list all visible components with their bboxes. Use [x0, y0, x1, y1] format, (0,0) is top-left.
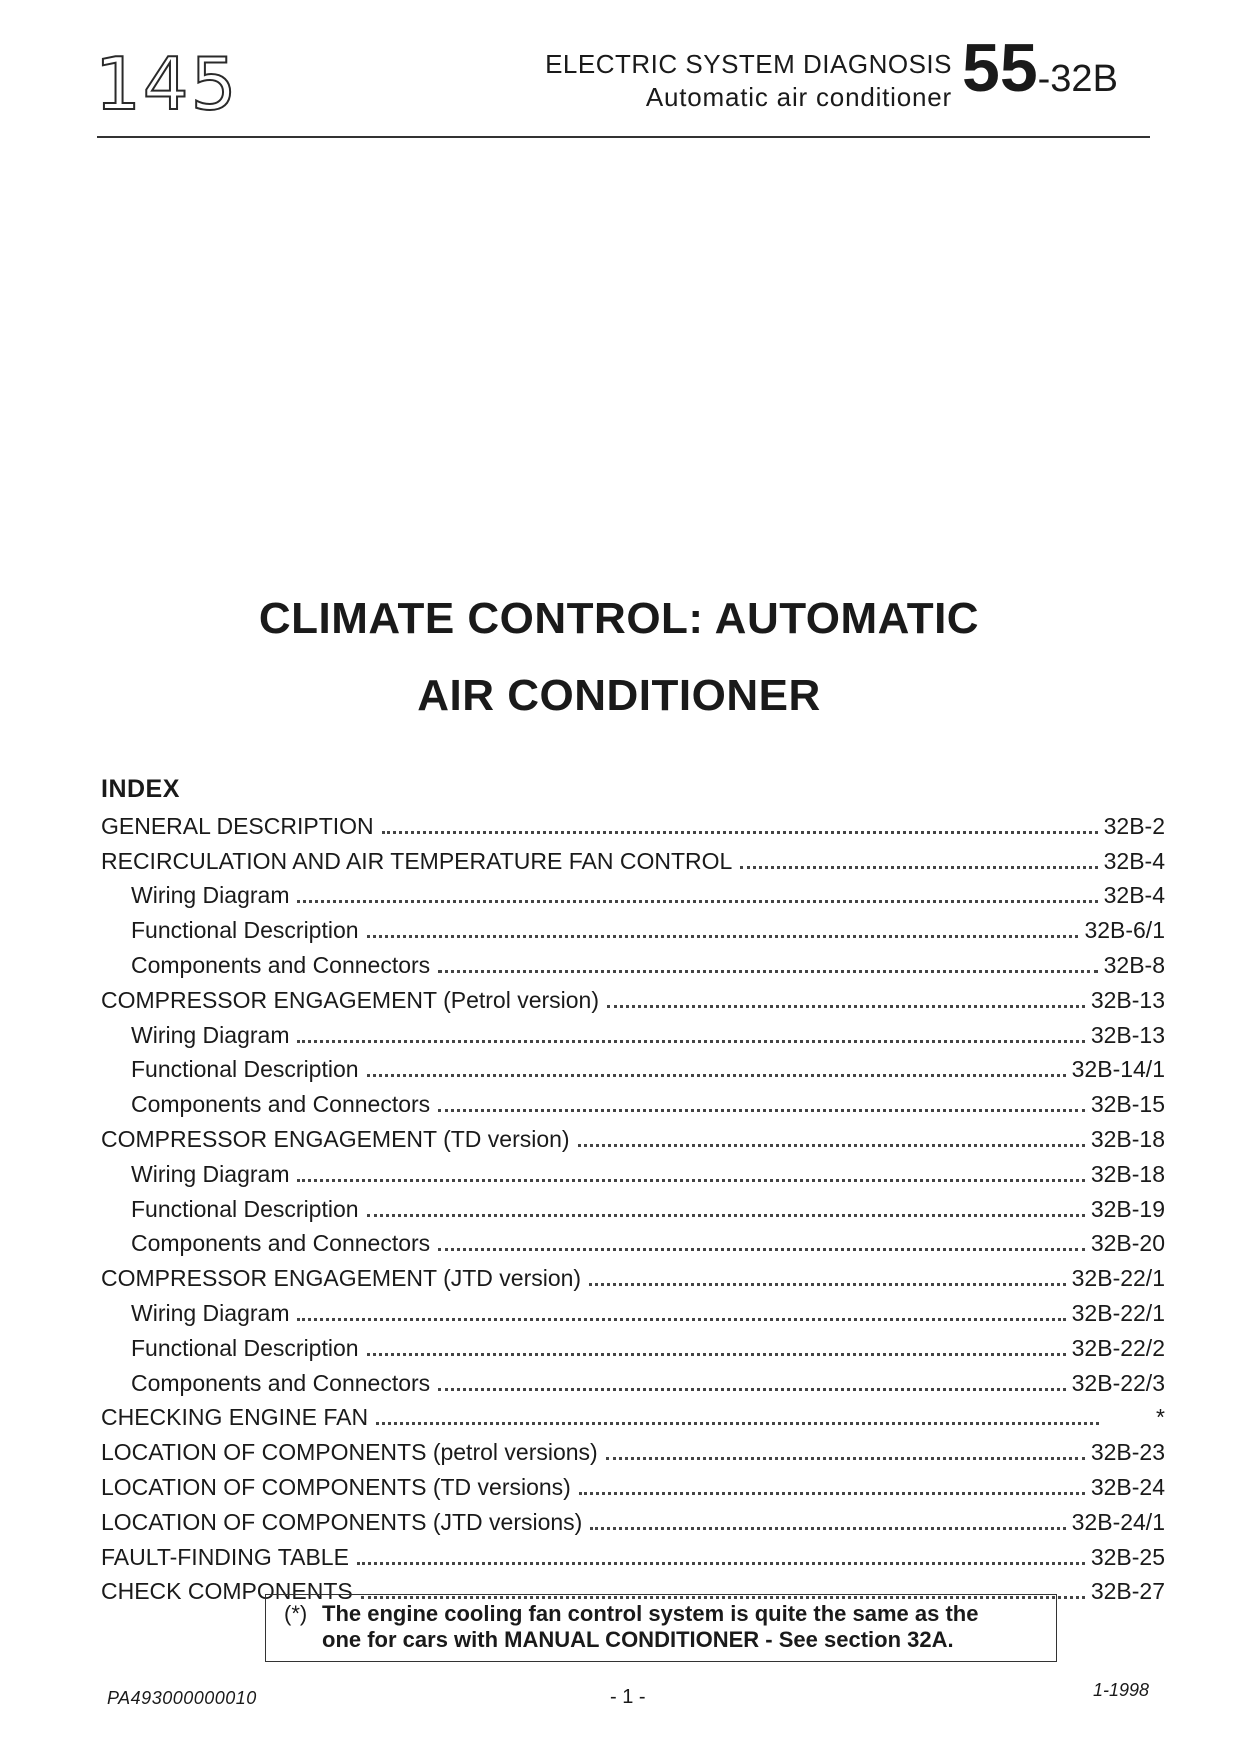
footnote-box: [265, 1594, 1057, 1662]
index-subentry: [101, 1188, 1165, 1223]
footnote-line-2: one for cars with MANUAL CONDITIONER - See section 32A.: [322, 1627, 954, 1652]
index-entry-label: CHECKING ENGINE FAN: [101, 1404, 369, 1431]
index-subentry: [101, 1014, 1165, 1049]
index-entry-label: Functional Description: [131, 1056, 359, 1083]
index-leader-dots: [382, 831, 1098, 834]
index-entry: [101, 840, 1165, 875]
index-entry-label: Components and Connectors: [131, 951, 431, 978]
index-entry-label: COMPRESSOR ENGAGEMENT (Petrol version): [101, 986, 600, 1013]
section-code: [962, 30, 1118, 106]
index-leader-dots: [367, 1353, 1066, 1356]
header-text: [545, 48, 952, 114]
index-entry: [101, 1536, 1165, 1571]
index-entry-page: 32B-13: [1090, 1021, 1165, 1048]
index-entry-page: 32B-18: [1090, 1160, 1165, 1187]
index-subentry: [101, 944, 1165, 979]
index-list: [101, 805, 1165, 1605]
index-subentry: [101, 1327, 1165, 1362]
index-subentry: [101, 1292, 1165, 1327]
index-entry: [101, 1466, 1165, 1501]
index-subentry: [101, 1223, 1165, 1258]
index-entry: [101, 979, 1165, 1014]
index-entry-label: COMPRESSOR ENGAGEMENT (TD version): [101, 1125, 570, 1152]
index-entry-page: 32B-24/1: [1071, 1508, 1165, 1535]
index-entry-label: Functional Description: [131, 1195, 359, 1222]
index-leader-dots: [438, 1248, 1085, 1251]
index-leader-dots: [438, 1109, 1085, 1112]
index-leader-dots: [367, 1074, 1066, 1077]
index-entry-page: 32B-22/2: [1071, 1334, 1165, 1361]
index-subentry: [101, 1362, 1165, 1397]
index-leader-dots: [589, 1283, 1066, 1286]
header-line-2: Automatic air conditioner: [645, 82, 952, 112]
index-entry-label: Components and Connectors: [131, 1091, 431, 1118]
index-entry: [101, 1257, 1165, 1292]
index-entry-page: 32B-19: [1090, 1195, 1165, 1222]
index-entry-page: 32B-22/1: [1071, 1299, 1165, 1326]
index-entry-label: LOCATION OF COMPONENTS (JTD versions): [101, 1508, 583, 1535]
page-title-line-2: AIR CONDITIONER: [417, 671, 821, 720]
index-entry-label: COMPRESSOR ENGAGEMENT (JTD version): [101, 1265, 582, 1292]
footnote-text: [322, 1601, 1048, 1661]
header-divider: [97, 136, 1150, 138]
index-entry: [101, 1397, 1165, 1432]
index-entry: [101, 1118, 1165, 1153]
index-leader-dots: [590, 1527, 1065, 1530]
index-entry-label: Components and Connectors: [131, 1230, 431, 1257]
index-leader-dots: [297, 900, 1097, 903]
page-title-line-1: CLIMATE CONTROL: AUTOMATIC: [258, 594, 980, 643]
index-entry-page: 32B-4: [1103, 847, 1165, 874]
index-leader-dots: [297, 1179, 1084, 1182]
index-entry-page: 32B-14/1: [1071, 1056, 1165, 1083]
footnote-marker: (*): [284, 1601, 308, 1626]
index-entry: [101, 1501, 1165, 1536]
index-entry-page: 32B-27: [1090, 1578, 1165, 1605]
edition-date: 1-1998: [1093, 1680, 1150, 1700]
index-entry-page: 32B-20: [1090, 1230, 1165, 1257]
index-subentry: [101, 1083, 1165, 1118]
index-entry-label: CHECK COMPONENTS: [101, 1578, 353, 1605]
index-heading: INDEX: [101, 775, 180, 803]
index-leader-dots: [367, 935, 1079, 938]
index-entry-label: GENERAL DESCRIPTION: [101, 812, 374, 839]
index-entry-page: 32B-15: [1090, 1091, 1165, 1118]
index-subentry: [101, 1049, 1165, 1084]
index-leader-dots: [376, 1422, 1099, 1425]
index-entry: [101, 1431, 1165, 1466]
index-entry-page: 32B-2: [1103, 812, 1165, 839]
page-title: [0, 580, 1238, 734]
index-subentry: [101, 875, 1165, 910]
index-entry-page: 32B-25: [1090, 1543, 1165, 1570]
index-entry-label: Wiring Diagram: [131, 1160, 290, 1187]
index-entry-label: Components and Connectors: [131, 1369, 431, 1396]
index-entry-label: Functional Description: [131, 917, 359, 944]
index-leader-dots: [367, 1214, 1085, 1217]
index-entry-page: 32B-22/3: [1071, 1369, 1165, 1396]
index-entry-page: 32B-23: [1090, 1439, 1165, 1466]
index-entry-page: 32B-4: [1103, 882, 1165, 909]
index-entry-page: 32B-8: [1103, 951, 1165, 978]
section-suffix: -32B: [1037, 58, 1118, 100]
index-entry-label: RECIRCULATION AND AIR TEMPERATURE FAN CONTROL: [101, 847, 733, 874]
index-entry-page: *: [1156, 1404, 1165, 1431]
index-entry: [101, 805, 1165, 840]
index-leader-dots: [297, 1040, 1084, 1043]
index-entry-label: Functional Description: [131, 1334, 359, 1361]
index-leader-dots: [297, 1318, 1065, 1321]
index-entry-label: Wiring Diagram: [131, 882, 290, 909]
index-entry-label: LOCATION OF COMPONENTS (TD versions): [101, 1473, 571, 1500]
index-leader-dots: [740, 866, 1097, 869]
index-entry-label: Wiring Diagram: [131, 1299, 290, 1326]
index-leader-dots: [578, 1144, 1085, 1147]
index-entry-label: LOCATION OF COMPONENTS (petrol versions): [101, 1439, 598, 1466]
index-entry-page: 32B-6/1: [1084, 917, 1165, 944]
index-entry-label: FAULT-FINDING TABLE: [101, 1543, 349, 1570]
page-number: - 1 -: [610, 1686, 646, 1708]
index-leader-dots: [438, 1388, 1065, 1391]
index-leader-dots: [579, 1492, 1085, 1495]
index-entry-page: 32B-18: [1090, 1125, 1165, 1152]
model-logo: 145: [95, 42, 239, 126]
header-line-1: ELECTRIC SYSTEM DIAGNOSIS: [545, 49, 952, 79]
index-leader-dots: [607, 1005, 1085, 1008]
index-subentry: [101, 909, 1165, 944]
section-number: 55: [962, 30, 1038, 106]
index-entry-page: 32B-22/1: [1071, 1265, 1165, 1292]
document-code: PA493000000010: [107, 1688, 257, 1708]
index-entry-page: 32B-13: [1090, 986, 1165, 1013]
index-leader-dots: [357, 1562, 1085, 1565]
index-subentry: [101, 1153, 1165, 1188]
index-entry-label: Wiring Diagram: [131, 1021, 290, 1048]
index-entry-page: 32B-24: [1090, 1473, 1165, 1500]
footnote-line-1: The engine cooling fan control system is quite the same as the: [322, 1601, 979, 1626]
index-leader-dots: [438, 970, 1097, 973]
index-leader-dots: [606, 1457, 1085, 1460]
